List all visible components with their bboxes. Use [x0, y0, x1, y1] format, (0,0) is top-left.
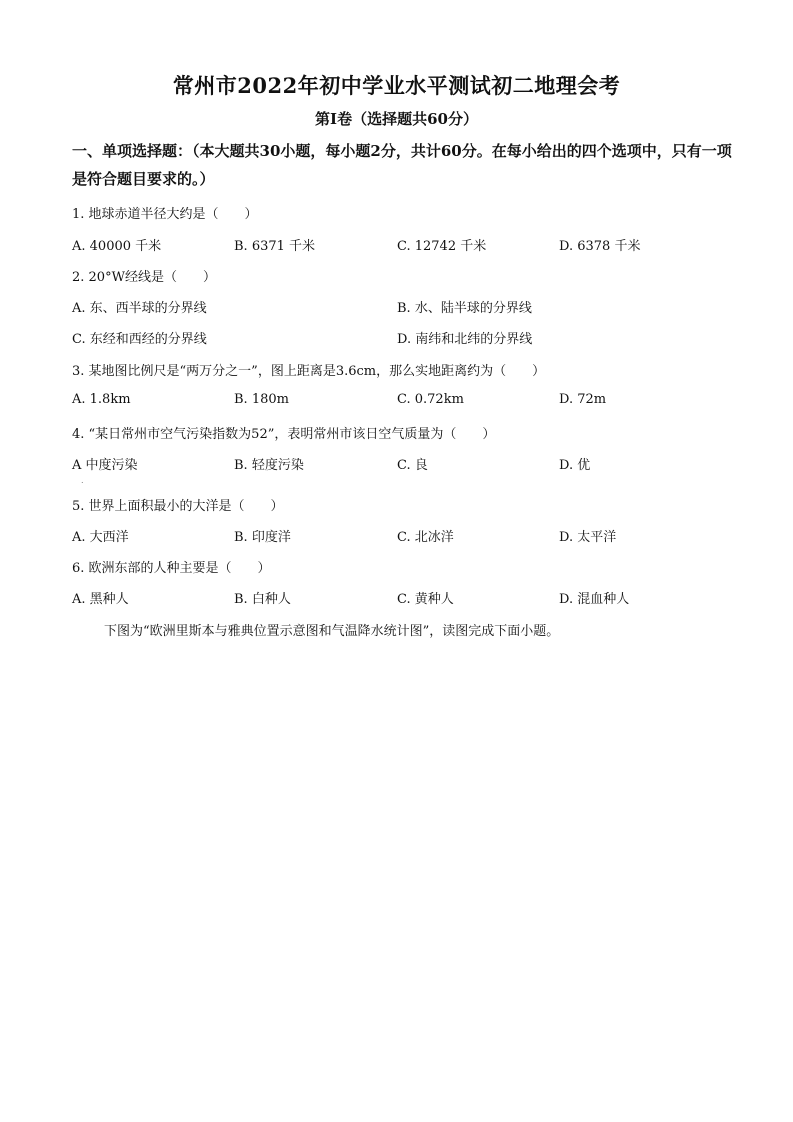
- question-4-stem: 4. “某日常州市空气污染指数为52”，表明常州市该日空气质量为（ ）: [72, 427, 496, 442]
- question-2-option-a: A. 东、西半球的分界线: [72, 301, 207, 316]
- paper-subtitle: 第Ⅰ卷（选择题共60分）: [315, 110, 478, 128]
- question-4-option-a: A 中度污染: [72, 458, 138, 473]
- question-5-option-b: B. 印度洋: [234, 530, 291, 545]
- question-6-option-b: B. 白种人: [234, 592, 291, 607]
- question-3-option-d: D. 72m: [559, 392, 607, 407]
- question-6-option-d: D. 混血种人: [559, 592, 630, 607]
- question-4-option-c: C. 良: [397, 458, 428, 473]
- question-4-option-d: D. 优: [559, 458, 591, 473]
- question-5-stem: 5. 世界上面积最小的大洋是（ ）: [72, 499, 284, 514]
- question-5-option-a: A. 大西洋: [72, 530, 129, 545]
- question-2-stem: 2. 20°W经线是（ ）: [72, 270, 216, 285]
- stray-mark: .: [81, 476, 84, 485]
- figure-intro-text: 下图为“欧洲里斯本与雅典位置示意图和气温降水统计图”，读图完成下面小题。: [104, 624, 560, 639]
- question-1-option-c: C. 12742 千米: [397, 239, 487, 254]
- question-3-option-b: B. 180m: [234, 392, 289, 407]
- question-5-option-c: C. 北冰洋: [397, 530, 454, 545]
- question-1-option-d: D. 6378 千米: [559, 239, 641, 254]
- question-3-option-c: C. 0.72km: [397, 392, 464, 407]
- exam-title: 常州市2022年初中学业水平测试初二地理会考: [172, 73, 621, 98]
- question-1-option-a: A. 40000 千米: [72, 239, 162, 254]
- section-heading: 一、单项选择题：（本大题共30小题，每小题2分，共计60分。在每小给出的四个选项中，只有一项是符合题目要求的。）: [72, 142, 732, 188]
- question-6-option-c: C. 黄种人: [397, 592, 454, 607]
- question-2-option-d: D. 南纬和北纬的分界线: [397, 332, 533, 347]
- question-1-stem: 1. 地球赤道半径大约是（ ）: [72, 207, 258, 222]
- question-6-option-a: A. 黑种人: [72, 592, 129, 607]
- question-3-option-a: A. 1.8km: [72, 392, 131, 407]
- question-1-option-b: B. 6371 千米: [234, 239, 316, 254]
- question-2-option-b: B. 水、陆半球的分界线: [397, 301, 532, 316]
- question-2-option-c: C. 东经和西经的分界线: [72, 332, 207, 347]
- question-3-stem: 3. 某地图比例尺是“两万分之一”，图上距离是3.6cm，那么实地距离约为（ ）: [72, 364, 546, 379]
- question-5-option-d: D. 太平洋: [559, 530, 617, 545]
- question-6-stem: 6. 欧洲东部的人种主要是（ ）: [72, 561, 271, 576]
- question-4-option-b: B. 轻度污染: [234, 458, 304, 473]
